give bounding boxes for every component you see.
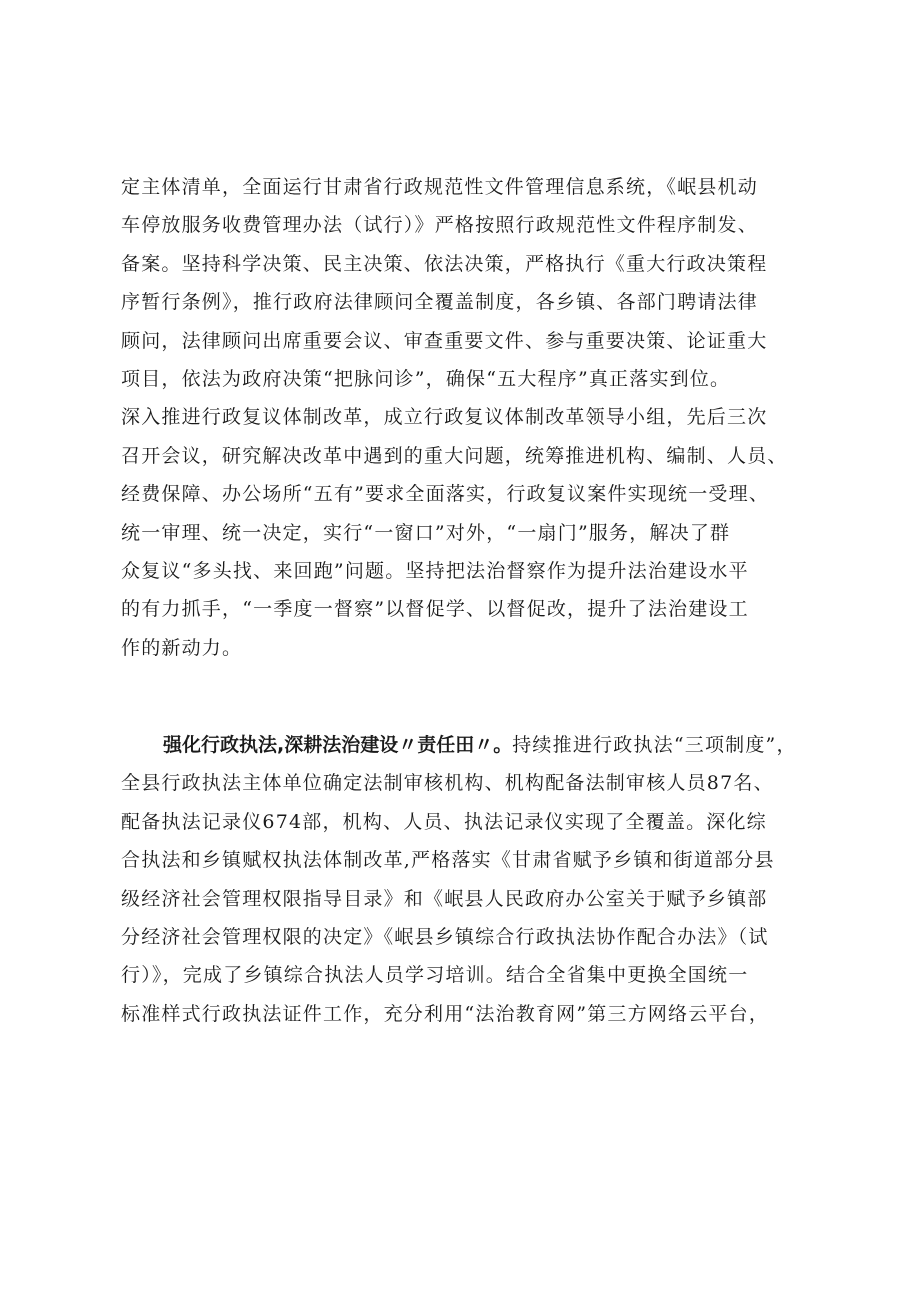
text-line: 统一审理、统一决定，实行“一窗口”对外，“一扇门”服务，解决了群 — [121, 521, 731, 544]
text-line: 经费保障、办公场所“五有”要求全面落实，行政复议案件实现统一受理、 — [121, 483, 770, 506]
text-line: 全县行政执法主体单位确定法制审核机构、机构配备法制审核人员87名、 — [121, 772, 774, 795]
text-line: 合执法和乡镇赋权执法体制改革,严格落实《甘肃省赋予乡镇和街道部分县 — [121, 849, 775, 872]
text-line: 众复议“多头找、来回跑”问题。坚持把法治督察作为提升法治建设水平 — [121, 559, 749, 582]
text-line: 级经济社会管理权限指导目录》和《岷县人民政府办公室关于赋予乡镇部 — [121, 887, 768, 910]
text-line: 序暂行条例》，推行政府法律顾问全覆盖制度，各乡镇、各部门聘请法律 — [121, 291, 758, 314]
text-line: 的有力抓手，“一季度一督察”以督促学、以督促改，提升了法治建设工 — [121, 598, 749, 621]
text-line: 召开会议，研究解决改革中遇到的重大问题，统筹推进机构、编制、人员、 — [121, 444, 788, 467]
text-line: 标准样式行政执法证件工作，充分利用“法治教育网”第三方网络云平台， — [121, 1002, 770, 1025]
paragraph-2 — [121, 726, 821, 1033]
heading-continuation: 持续推进行政执法“三项制度”， — [512, 734, 797, 756]
text-line: 车停放服务收费管理办法（试行）》严格按照行政规范性文件程序制发、 — [121, 214, 758, 237]
text-line: 项目，依法为政府决策“把脉问诊”，确保“五大程序”真正落实到位。 — [121, 367, 731, 390]
paragraph-1 — [121, 168, 821, 667]
text-line: 备案。坚持科学决策、民主决策、依法决策，严格执行《重大行政决策程 — [121, 252, 768, 275]
text-line: 配备执法记录仪674部，机构、人员、执法记录仪实现了全覆盖。深化综 — [121, 810, 767, 833]
text-line: 作的新动力。 — [121, 636, 243, 659]
paragraph-heading: 强化行政执法,深耕法治建设〃责任田〃。 — [163, 734, 513, 756]
text-line: 深入推进行政复议体制改革，成立行政复议体制改革领导小组，先后三次 — [121, 406, 768, 429]
text-line: 定主体清单，全面运行甘肃省行政规范性文件管理信息系统，《岷县机动 — [121, 176, 758, 198]
paragraph-first-line — [121, 726, 821, 764]
text-line: 分经济社会管理权限的决定》《岷县乡镇综合行政执法协作配合办法》（试 — [121, 925, 769, 948]
text-line: 顾问，法律顾问出席重要会议、审查重要文件、参与重要决策、论证重大 — [121, 329, 768, 352]
text-line: 行）》，完成了乡镇综合执法人员学习培训。结合全省集中更换全国统一 — [121, 964, 749, 987]
